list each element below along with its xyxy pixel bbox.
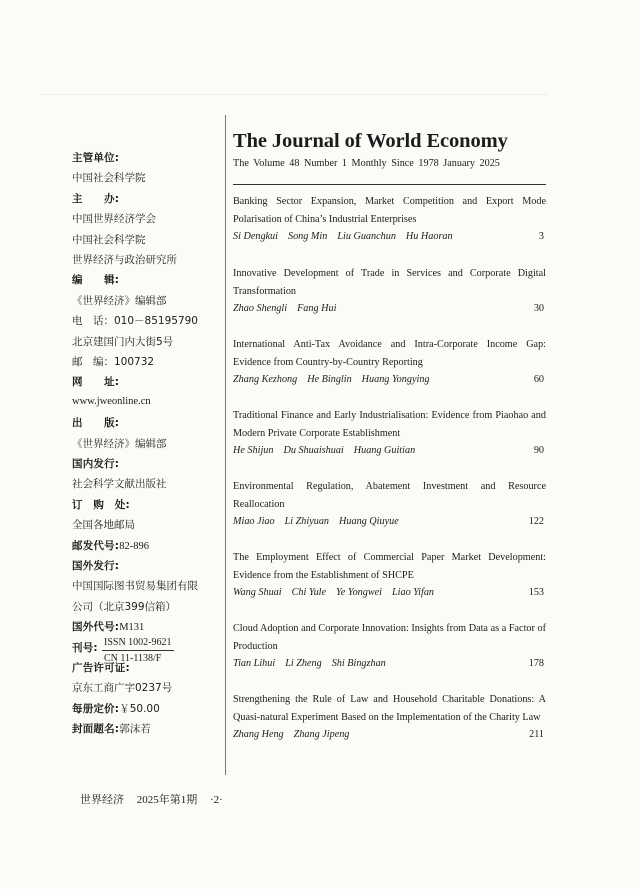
masthead-label: 出 版:: [72, 417, 120, 430]
masthead-label: 封面题名:: [72, 723, 120, 736]
masthead-row: [72, 517, 135, 532]
masthead-label: 主管单位:: [72, 152, 120, 164]
masthead-label: 编 辑:: [72, 274, 120, 287]
masthead-value: M131: [119, 622, 145, 634]
masthead-row: [72, 252, 177, 267]
author-name: He Shijun: [233, 445, 274, 456]
masthead-row: [72, 334, 173, 349]
article-title: Strengthening the Rule of Law and Household Charitable Donations: A Quasi-natural Experiment Based on the Implementation of the Charity Law: [233, 694, 546, 723]
masthead-row: [72, 191, 119, 206]
masthead-value: 《世界经济》编辑部: [72, 294, 167, 307]
masthead-row: [72, 436, 167, 451]
author-name: Li Zheng: [285, 658, 322, 669]
column-divider: [225, 115, 226, 775]
toc-entry: [233, 193, 546, 245]
masthead-row: [72, 660, 130, 675]
article-authors: [233, 371, 546, 388]
masthead-row: [72, 619, 144, 634]
masthead-value: 世界经济与政治研究所: [72, 254, 177, 266]
masthead-row: [72, 538, 149, 553]
author-name: Fang Hui: [297, 303, 337, 314]
masthead-value: www.jweonline.cn: [72, 395, 151, 407]
article-authors: [233, 513, 546, 530]
author-name: Wang Shuai: [233, 587, 282, 598]
journal-issue-info: The Volume 48 Number 1 Monthly Since 1978 January 2025: [233, 158, 500, 169]
article-page-number: 3: [538, 231, 544, 242]
masthead-row: [72, 150, 119, 165]
article-page-number: 30: [533, 303, 544, 314]
masthead-value: 中国世界经济学会: [72, 213, 156, 226]
masthead-row: [72, 354, 154, 369]
toc-entry: [233, 407, 546, 459]
masthead-label: 每册定价:: [72, 702, 120, 715]
article-authors: [233, 726, 546, 743]
masthead-row: [72, 211, 156, 226]
masthead-row: [72, 636, 172, 664]
masthead-label: 邮发代号:: [72, 539, 120, 552]
toc-entry: [233, 336, 546, 388]
masthead-row: [72, 232, 146, 247]
page-footer: [80, 791, 233, 807]
masthead-value: 全国各地邮局: [72, 519, 135, 532]
masthead-row: [72, 272, 119, 287]
author-name: Shi Bingzhan: [331, 658, 386, 669]
article-page-number: 153: [528, 587, 544, 598]
masthead-label: 广告许可证:: [72, 662, 130, 674]
author-name: Song Min: [287, 231, 328, 242]
footer-page-number: ·2·: [210, 794, 223, 806]
author-name: Liao Yifan: [392, 587, 435, 598]
author-name: Ye Yongwei: [336, 587, 383, 598]
masthead-value: 中国社会科学院: [72, 172, 146, 185]
article-page-number: 90: [533, 445, 544, 456]
masthead-value: 中国国际图书贸易集团有限: [72, 580, 198, 593]
author-name: Zhang Heng: [233, 729, 284, 740]
cn-number: CN 11-1138/F: [104, 652, 162, 664]
article-authors: [233, 442, 546, 459]
article-authors: [233, 655, 546, 672]
page-top-edge: [40, 94, 548, 95]
author-name: Zhang Kezhong: [233, 374, 298, 385]
author-name: Huang Guitian: [353, 445, 416, 456]
issn-number: ISSN 1002-9621: [102, 636, 174, 651]
article-authors: [233, 584, 546, 601]
author-name: Zhang Jipeng: [293, 729, 350, 740]
toc-entry: [233, 549, 546, 601]
article-authors: [233, 228, 546, 245]
author-name: Huang Yongying: [361, 374, 430, 385]
author-name: Si Dengkui: [233, 231, 278, 242]
masthead-row: [72, 456, 119, 471]
article-title: Environmental Regulation, Abatement Investment and Resource Reallocation: [233, 481, 546, 510]
masthead-label: 主 办:: [72, 192, 120, 205]
masthead-row: [72, 558, 119, 573]
masthead-row: [72, 680, 172, 695]
masthead-label: 国外发行:: [72, 560, 120, 572]
footer-issue: 2025年第1期: [136, 794, 198, 806]
masthead-value: 京东工商广字0237号: [72, 682, 173, 695]
masthead-row: [72, 374, 119, 389]
masthead-value: 北京建国门内大街5号: [72, 335, 174, 348]
masthead-row: [72, 395, 151, 407]
author-name: Zhao Shengli: [233, 303, 288, 314]
masthead-row: [72, 415, 119, 430]
masthead-row: [72, 476, 167, 491]
masthead-row: [72, 293, 167, 308]
article-page-number: 60: [533, 374, 544, 385]
masthead-label: 订 购 处:: [72, 498, 130, 511]
header-rule: [233, 184, 546, 185]
article-authors: [233, 300, 546, 317]
masthead-value: ￥50.00: [119, 702, 160, 715]
masthead-value: 公司（北京399信箱）: [72, 600, 177, 613]
toc-entry: [233, 691, 546, 743]
article-page-number: 178: [528, 658, 544, 669]
masthead-label: 网 址:: [72, 376, 120, 389]
toc-entry: [233, 620, 546, 672]
author-name: Miao Jiao: [233, 516, 275, 527]
author-name: Du Shuaishuai: [283, 445, 344, 456]
author-name: He Binglin: [307, 374, 352, 385]
masthead-row: [72, 721, 151, 736]
article-title: The Employment Effect of Commercial Paper Market Development: Evidence from the Establishment of SHCPE: [233, 552, 546, 581]
masthead-value: 社会科学文献出版社: [72, 478, 167, 491]
masthead-label: 国外代号:: [72, 621, 120, 634]
masthead-value: 《世界经济》编辑部: [72, 437, 167, 450]
masthead-row: [72, 578, 198, 593]
article-title: International Anti-Tax Avoidance and Intra-Corporate Income Gap: Evidence from Country-by-Country Reporting: [233, 339, 546, 368]
article-title: Banking Sector Expansion, Market Competition and Export Mode Polarisation of China’s Industrial Enterprises: [233, 196, 546, 225]
toc-entry: [233, 265, 546, 317]
masthead-row: [72, 170, 146, 185]
toc-entry: [233, 478, 546, 530]
masthead-value: 电 话：010－85195790: [72, 315, 198, 328]
masthead-row: [72, 313, 198, 328]
author-name: Liu Guanchun: [337, 231, 396, 242]
article-page-number: 211: [529, 729, 544, 740]
journal-title: The Journal of World Economy: [233, 130, 508, 152]
author-name: Li Zhiyuan: [284, 516, 330, 527]
masthead-value: 82-896: [119, 540, 149, 552]
masthead-row: [72, 497, 130, 512]
masthead-value: 中国社会科学院: [72, 233, 146, 246]
article-title: Innovative Development of Trade in Services and Corporate Digital Transformation: [233, 268, 546, 297]
article-page-number: 122: [528, 516, 544, 527]
masthead-row: [72, 599, 176, 614]
author-name: Huang Qiuyue: [339, 516, 399, 527]
article-title: Traditional Finance and Early Industrialisation: Evidence from Piaohao and Modern Private Corporate Establishment: [233, 410, 546, 439]
author-name: Chi Yule: [291, 587, 327, 598]
article-title: Cloud Adoption and Corporate Innovation: Insights from Data as a Factor of Production: [233, 623, 546, 652]
masthead-label: 国内发行:: [72, 458, 120, 470]
author-name: Hu Haoran: [405, 231, 453, 242]
footer-journal-name: 世界经济: [80, 794, 124, 806]
masthead-value: 邮 编：100732: [72, 356, 155, 368]
masthead-label: 刊号:: [72, 641, 98, 654]
masthead-row: [72, 701, 160, 716]
author-name: Tian Lihui: [233, 658, 276, 669]
masthead-value: 郭沫若: [119, 723, 151, 736]
